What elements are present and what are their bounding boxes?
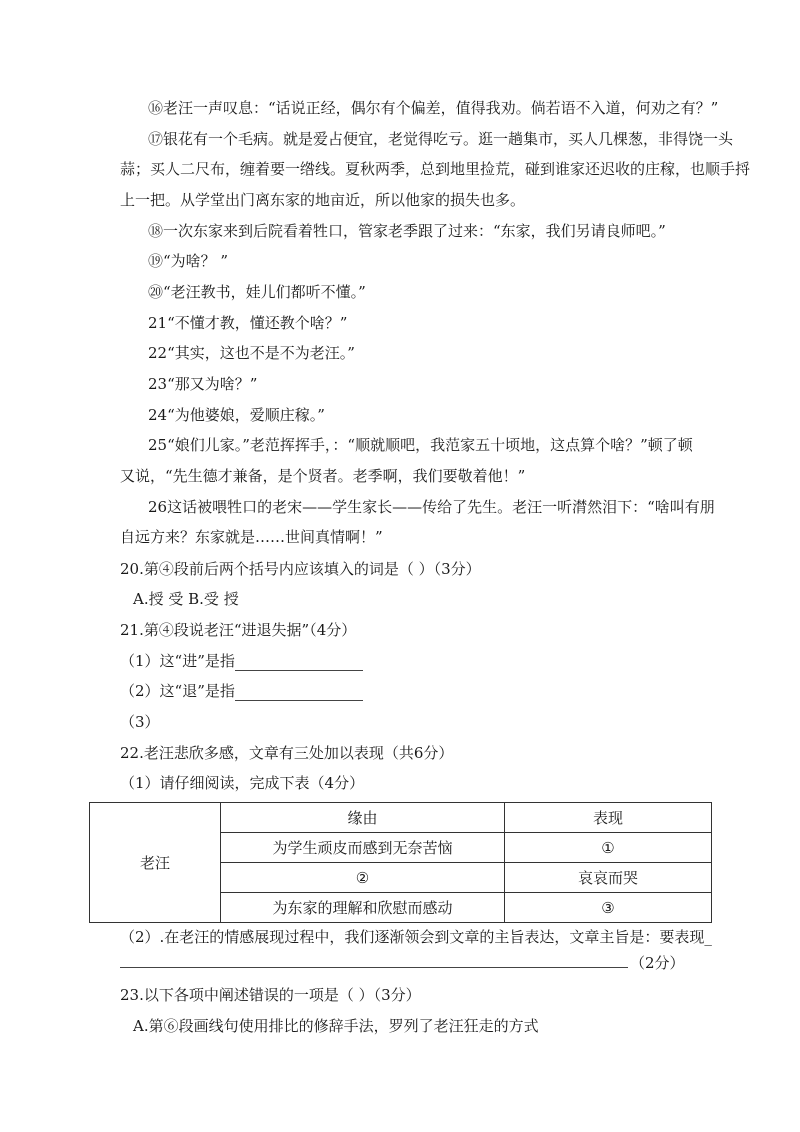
table-cell-show[interactable]: ①	[505, 833, 712, 863]
paragraph-23: 23“那又为啥？”	[148, 375, 258, 393]
table-header-cause: 缘由	[221, 803, 505, 833]
question-21-2: （2）这“退”是指	[120, 681, 363, 701]
paragraph-22: 22“其实，这也不是不为老汪。”	[148, 344, 355, 362]
question-23-option-a: A.第⑥段画线句使用排比的修辞手法，罗列了老汪狂走的方式	[133, 1017, 539, 1035]
question-23: 23.以下各项中阐述错误的一项是（ ）（3分）	[120, 986, 421, 1004]
question-22-2-score: （2分）	[630, 954, 685, 972]
question-22: 22.老汪悲欣多感，文章有三处加以表现（共6分）	[120, 744, 454, 762]
paragraph-19: ⑲“为啥？ ”	[148, 252, 229, 270]
question-22-1: （1）请仔细阅读，完成下表（4分）	[120, 774, 365, 792]
table-cell-show[interactable]: ③	[505, 893, 712, 923]
paragraph-21: 21“不懂才教，懂还教个啥？”	[148, 314, 348, 332]
table-cell-cause[interactable]: ②	[221, 863, 505, 893]
paragraph-17-cont: 上一把。从学堂出门离东家的地亩近，所以他家的损失也多。	[120, 191, 526, 209]
paragraph-20: ⑳“老汪教书，娃儿们都听不懂。”	[148, 283, 366, 301]
paragraph-24: 24“为他婆娘，爱顺庄稼。”	[148, 406, 325, 424]
table-cell-show: 哀哀而哭	[505, 863, 712, 893]
answer-blank[interactable]	[235, 684, 363, 701]
paragraph-25-cont: 又说，“先生德才兼备，是个贤者。老季啊，我们要敬着他！”	[120, 467, 526, 485]
question-21-3: （3）	[120, 713, 160, 731]
question-20: 20.第④段前后两个括号内应该填入的词是（ ）（3分）	[120, 560, 481, 578]
paragraph-25: 25“娘们儿家。”老范挥挥手，：“顺就顺吧，我范家五十顷地，这点算个啥？”顿了顿	[148, 436, 693, 454]
paragraph-26-cont: 自远方来？东家就是……世间真情啊！”	[120, 528, 383, 546]
emotion-table	[89, 802, 712, 923]
table-header-show: 表现	[505, 803, 712, 833]
paragraph-17-cont: 蒜；买人二尺布，缠着要一绺线。夏秋两季，总到地里捡荒，碰到谁家还迟收的庄稼，也顺手捋	[120, 160, 751, 178]
paragraph-18: ⑱一次东家来到后院看着牲口，管家老季跟了过来：“东家，我们另请良师吧。”	[148, 222, 666, 240]
table-row-label: 老汪	[90, 803, 221, 923]
answer-line[interactable]	[120, 955, 628, 968]
paragraph-17: ⑰银花有一个毛病。就是爱占便宜，老觉得吃亏。逛一趟集市，买人几棵葱，非得饶一头	[148, 130, 734, 148]
paragraph-26: 26这话被喂牲口的老宋——学生家长——传给了先生。老汪一听潸然泪下：“啥叫有朋	[148, 498, 715, 516]
paragraph-16: ⑯老汪一声叹息：“话说正经，偶尔有个偏差，值得我劝。倘若语不入道，何劝之有？”	[148, 99, 719, 117]
table-cell-cause: 为东家的理解和欣慰而感动	[221, 893, 505, 923]
question-21-1: （1）这“进”是指	[120, 651, 363, 671]
answer-blank[interactable]	[235, 654, 363, 671]
table-cell-cause: 为学生顽皮而感到无奈苦恼	[221, 833, 505, 863]
question-22-2: （2）.在老汪的情感展现过程中，我们逐渐领会到文章的主旨表达，文章主旨是：要表现_	[120, 928, 712, 946]
question-20-options: A.授 受 B.受 授	[133, 590, 239, 608]
question-21: 21.第④段说老汪“进退失据”（4分）	[120, 621, 357, 639]
